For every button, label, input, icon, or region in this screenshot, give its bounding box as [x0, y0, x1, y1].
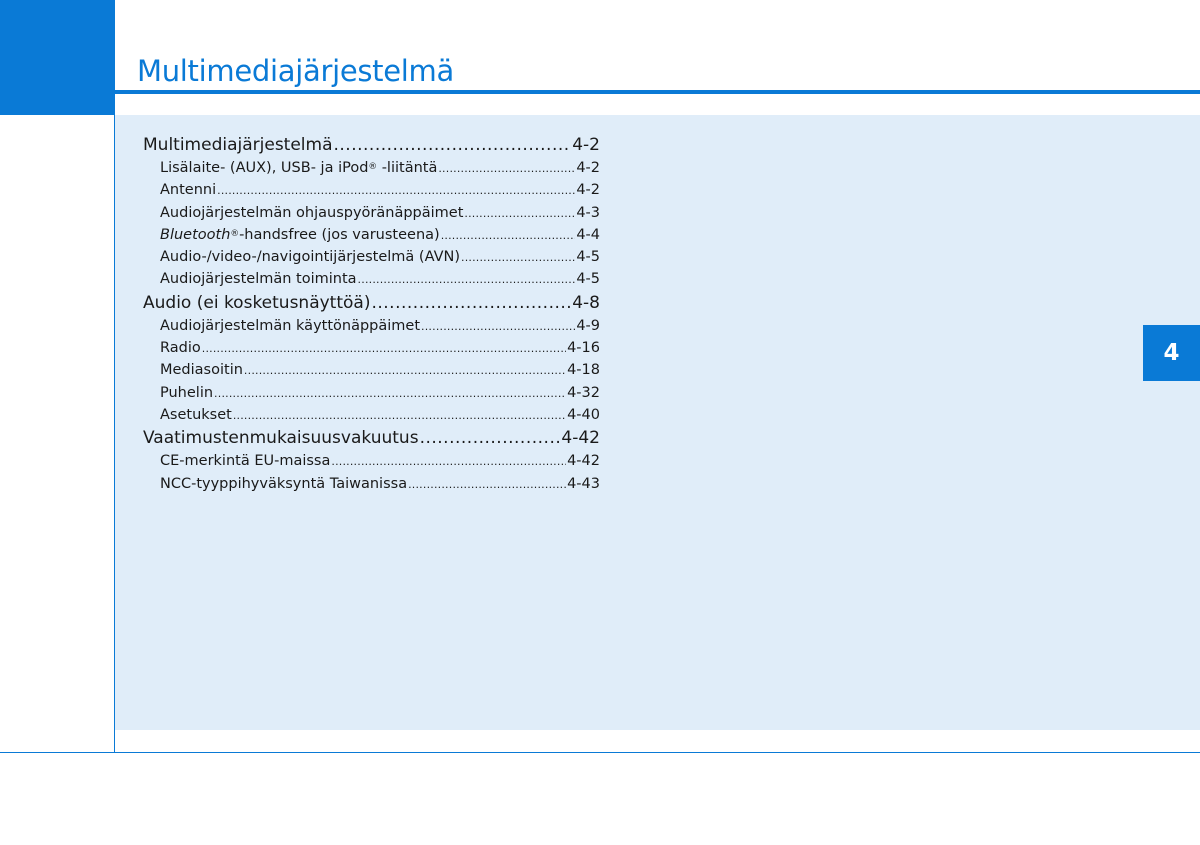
toc-subsection-entry[interactable]: [143, 382, 600, 404]
toc-subsection-label: [160, 450, 330, 472]
toc-section-label: Vaatimustenmukaisuusvakuutus: [143, 428, 419, 449]
dot-leader: [408, 474, 566, 495]
toc-subsection-entry[interactable]: [143, 404, 600, 426]
label-text: Mediasoitin: [160, 362, 243, 379]
dot-leader: [214, 383, 566, 404]
dot-leader: [334, 133, 572, 157]
toc-subsection-entry[interactable]: [143, 450, 600, 472]
toc-page-number: 4-3: [576, 204, 600, 221]
toc-subsection-entry[interactable]: [143, 202, 600, 224]
toc-subsection-entry[interactable]: [143, 224, 600, 246]
registered-mark: ®: [230, 228, 240, 239]
table-of-contents: [143, 133, 600, 495]
label-text: Bluetooth: [160, 226, 231, 243]
dot-leader: [244, 360, 566, 381]
toc-section-label: Multimediajärjestelmä: [143, 135, 333, 155]
toc-subsection-entry[interactable]: [143, 179, 600, 201]
label-text: Audio-/video-/navigointijärjestelmä (AVN): [160, 249, 460, 266]
left-margin-rule: [114, 115, 115, 753]
page-title: Multimediajärjestelmä: [137, 54, 454, 88]
dot-leader: [421, 316, 575, 337]
dot-leader: [441, 225, 576, 246]
label-text: Lisälaite- (AUX), USB- ja iPod: [160, 160, 369, 176]
toc-subsection-label: [160, 157, 437, 179]
dot-leader: [464, 203, 575, 224]
title-rule: [115, 90, 1200, 94]
toc-subsection-entry[interactable]: [143, 315, 600, 337]
toc-subsection-entry[interactable]: [143, 359, 600, 381]
toc-subsection-entry[interactable]: [143, 246, 600, 268]
corner-block: [0, 0, 115, 115]
toc-subsection-label: [160, 268, 357, 290]
dot-leader: [233, 405, 566, 426]
toc-page-number: 4-42: [567, 453, 600, 470]
dot-leader: [438, 158, 575, 179]
label-text: Radio: [160, 340, 201, 357]
bottom-rule: [0, 752, 1200, 753]
toc-subsection-label: [160, 337, 201, 359]
toc-page-number: 4-16: [567, 340, 600, 357]
toc-section-entry[interactable]: [143, 133, 600, 157]
dot-leader: [202, 338, 566, 359]
chapter-tab[interactable]: [1143, 325, 1200, 381]
toc-subsection-label: [160, 473, 407, 495]
toc-subsection-entry[interactable]: [143, 473, 600, 495]
toc-subsection-label: [160, 179, 216, 201]
label-text: NCC-tyyppihyväksyntä Taiwanissa: [160, 475, 408, 492]
toc-subsection-entry[interactable]: [143, 268, 600, 290]
toc-page-number: 4-2: [576, 160, 600, 176]
toc-page-number: 4-8: [572, 292, 600, 313]
toc-subsection-label: [160, 359, 243, 381]
toc-section-entry[interactable]: [143, 426, 600, 450]
label-text: -liitäntä: [377, 160, 438, 176]
label-text: CE-merkintä EU-maissa: [160, 453, 331, 470]
label-text: Antenni: [160, 182, 217, 199]
label-text: Asetukset: [160, 406, 232, 423]
chapter-number: 4: [1163, 340, 1180, 366]
dot-leader: [461, 247, 575, 268]
registered-mark: ®: [368, 161, 378, 172]
label-text: -handsfree (jos varusteena): [239, 226, 440, 243]
toc-section-label: Audio (ei kosketusnäyttöä): [143, 292, 371, 313]
dot-leader: [371, 291, 571, 315]
toc-page-number: 4-5: [576, 271, 600, 288]
toc-subsection-label: [160, 404, 232, 426]
toc-page-number: 4-4: [576, 226, 600, 243]
toc-page-number: 4-5: [576, 249, 600, 266]
toc-subsection-label: [160, 202, 463, 224]
label-text: Audiojärjestelmän käyttönäppäimet: [160, 317, 421, 334]
toc-page-number: 4-9: [576, 317, 600, 334]
dot-leader: [420, 426, 561, 450]
toc-page-number: 4-43: [567, 475, 600, 492]
toc-page-number: 4-32: [567, 384, 600, 401]
toc-subsection-label: [160, 315, 420, 337]
toc-page-number: 4-18: [567, 362, 600, 379]
toc-page-number: 4-40: [567, 406, 600, 423]
toc-page-number: 4-2: [576, 182, 600, 199]
toc-subsection-entry[interactable]: [143, 337, 600, 359]
toc-subsection-entry[interactable]: [143, 157, 600, 179]
label-text: Audiojärjestelmän toiminta: [160, 271, 357, 288]
toc-page-number: 4-42: [561, 428, 600, 449]
dot-leader: [358, 269, 576, 290]
label-text: Audiojärjestelmän ohjauspyöränäppäimet: [160, 204, 464, 221]
toc-subsection-label: [160, 224, 440, 246]
toc-subsection-label: [160, 382, 213, 404]
label-text: Puhelin: [160, 384, 214, 401]
dot-leader: [331, 451, 566, 472]
toc-subsection-label: [160, 246, 460, 268]
toc-page-number: 4-2: [572, 135, 600, 155]
toc-section-entry[interactable]: [143, 291, 600, 315]
dot-leader: [217, 180, 575, 201]
